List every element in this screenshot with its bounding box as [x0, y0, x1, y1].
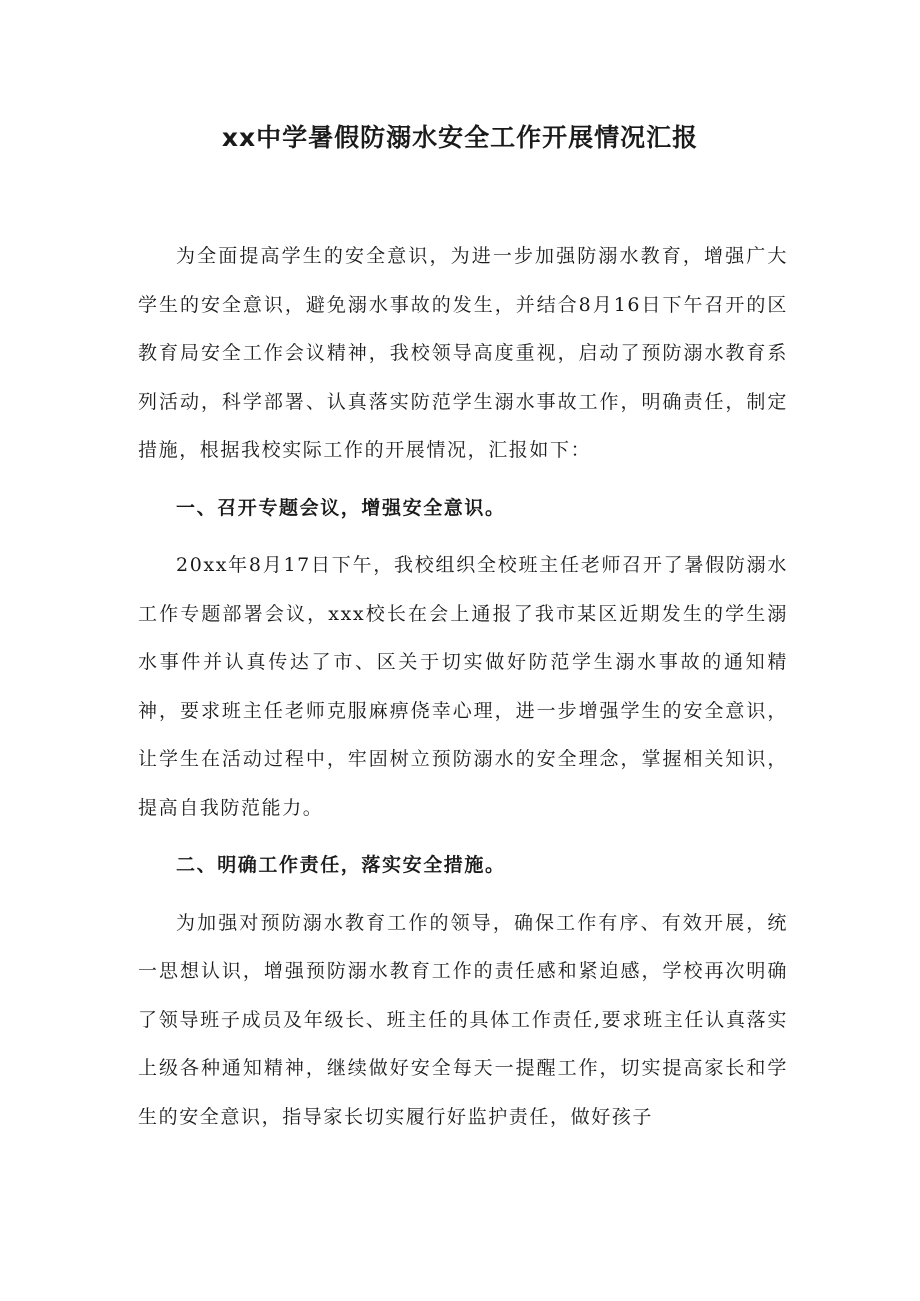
section-1-heading: 一、召开专题会议，增强安全意识。	[176, 496, 506, 519]
section-2-paragraph: 为加强对预防溺水教育工作的领导，确保工作有序、有效开展，统一思想认识，增强预防溺水教育工作的责任感和紧迫感，学校再次明确了领导班子成员及年级长、班主任的具体工作责任,要求班主任认真落实上级各种通知精神，继续做好安全每天一提醒工作，切实提高家长和学生的安全意识，指导家长切实履行好监护责任，做好孩子	[138, 911, 788, 1128]
section-1-paragraph: 20xx年8月17日下午，我校组织全校班主任老师召开了暑假防溺水工作专题部署会议，xxx校长在会上通报了我市某区近期发生的学生溺水事件并认真传达了市、区关于切实做好防范学生溺水事故的通知精神，要求班主任老师克服麻痹侥幸心理，进一步增强学生的安全意识，让学生在活动过程中，牢固树立预防溺水的安全理念，掌握相关知识，提高自我防范能力。	[138, 554, 788, 819]
document-body	[138, 232, 788, 1141]
intro-paragraph: 为全面提高学生的安全意识，为进一步加强防溺水教育，增强广大学生的安全意识，避免溺水事故的发生，并结合8月16日下午召开的区教育局安全工作会议精神，我校领导高度重视，启动了预防溺水教育系列活动，科学部署、认真落实防范学生溺水事故工作，明确责任，制定措施，根据我校实际工作的开展情况，汇报如下：	[138, 245, 788, 461]
section-2-heading: 二、明确工作责任，落实安全措施。	[176, 854, 506, 876]
document-title: xx中学暑假防溺水安全工作开展情况汇报	[221, 123, 699, 152]
